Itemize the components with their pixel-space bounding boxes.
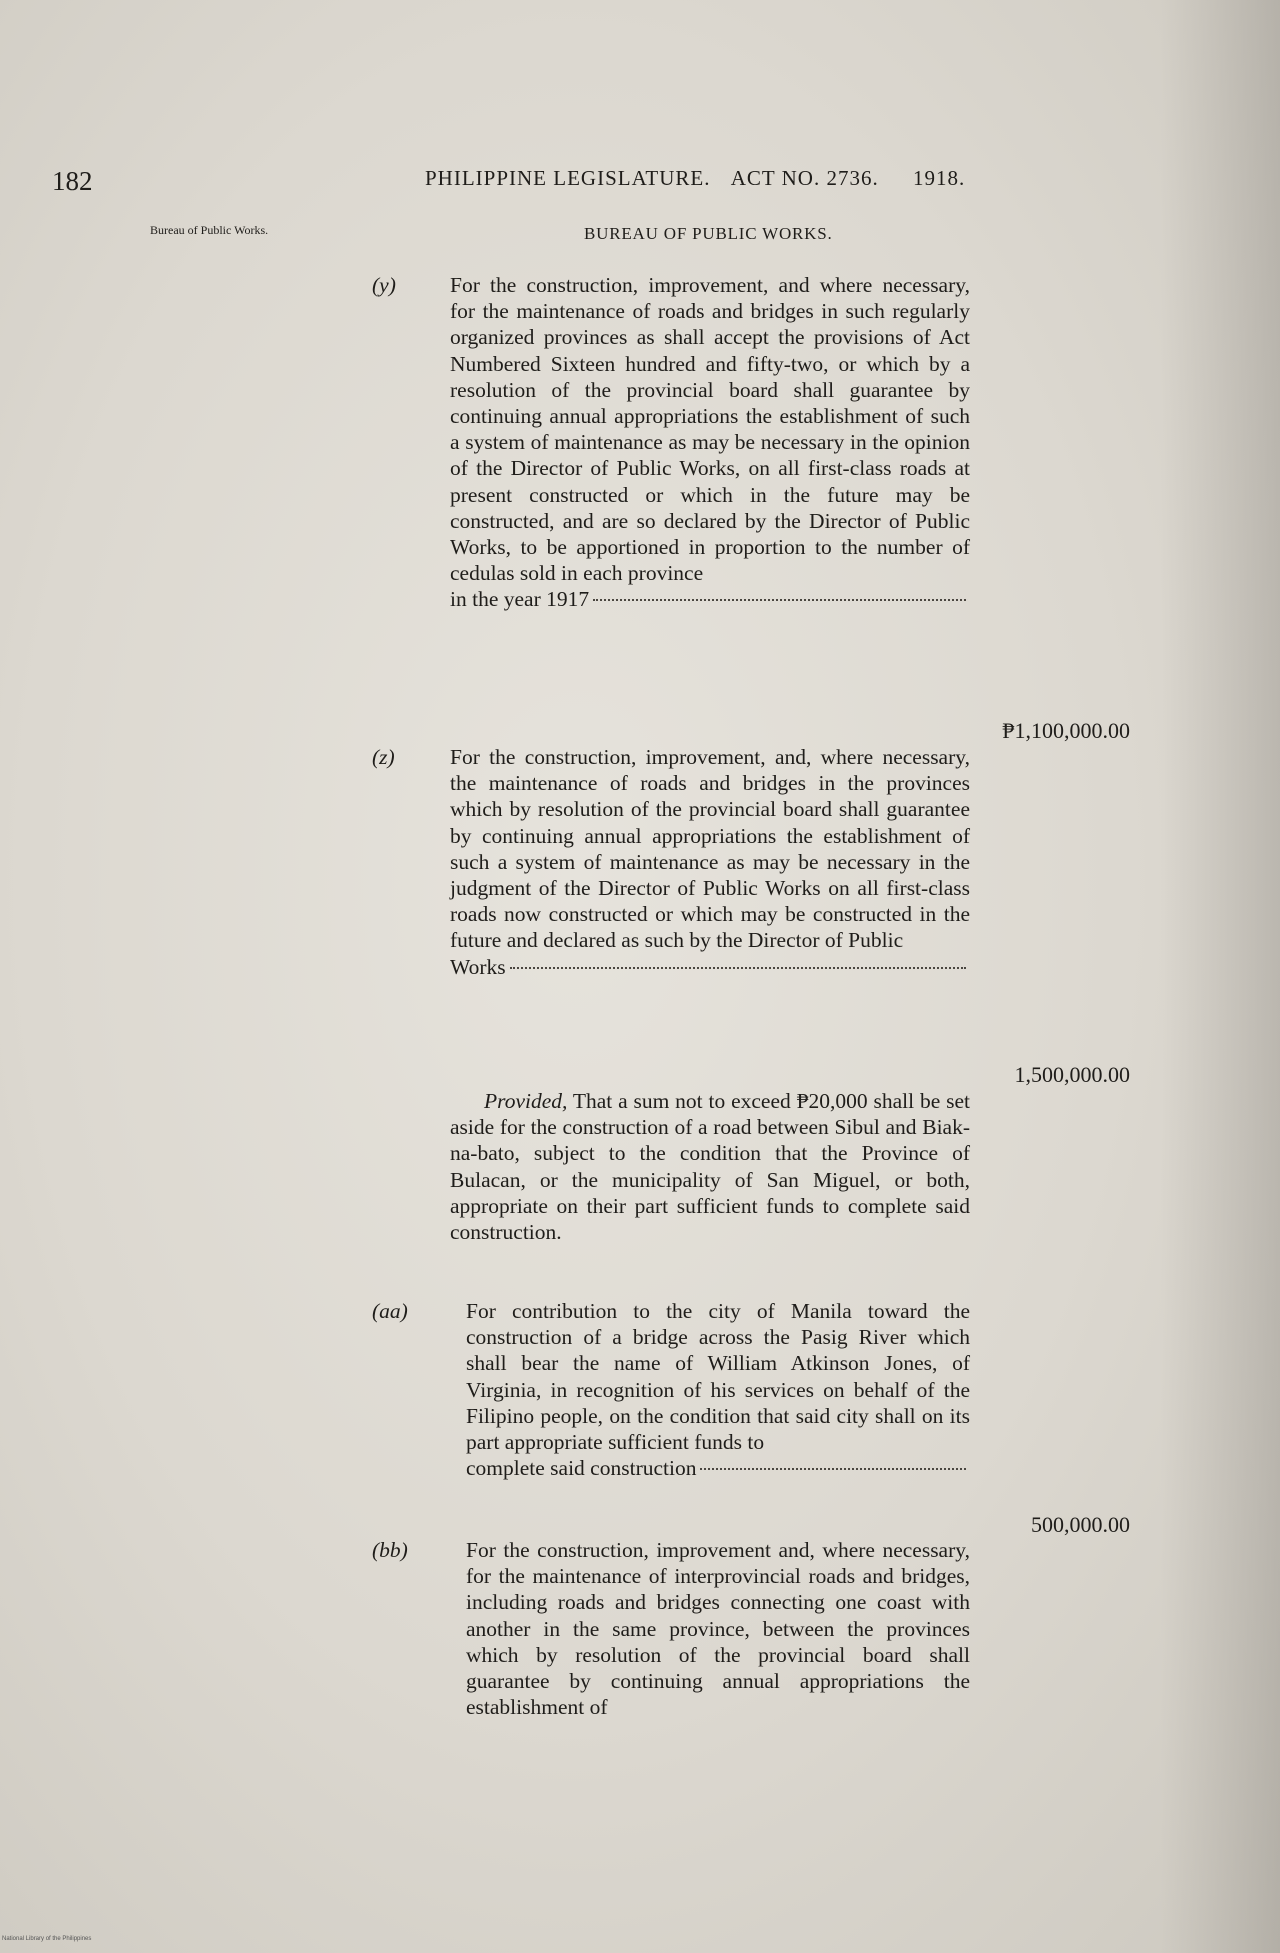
appropriation-item-z <box>372 744 970 980</box>
appropriation-item-y <box>372 272 970 613</box>
page-number: 182 <box>52 166 93 196</box>
leader-dots <box>593 599 966 601</box>
proviso-text: That a sum not to exceed ₱20,000 shall be set aside for the construction of a road between Sibul and Biak-na-bato, subject to the condition that the Province of Bulacan, or the municipality of San Miguel, or both, appropriate on their part sufficient funds to complete said construction. <box>450 1089 970 1245</box>
proviso-lead: Provided, <box>484 1089 568 1113</box>
item-last-line: complete said construction <box>466 1455 970 1481</box>
item-last-line: in the year 1917 <box>450 586 970 612</box>
act-year: 1918. <box>912 166 966 190</box>
item-text: For the construction, improvement, and where necessary, for the maintenance of roads and bridges in such regularly organized provinces as shall accept the provisions of Act Numbered Sixteen hundred and fifty-two, or which by a resolution of the provincial board shall guarantee by continuing annual appropriations the establishment of such a system of maintenance as may be necessary in the opinion of the Director of Public Works, on all first-class roads at present constructed or which in the future may be constructed, and are so declared by the Director of Public Works, to be apportioned in proportion to the number of cedulas sold in each province <box>450 273 970 586</box>
margin-note: Bureau of Public Works. <box>150 223 269 237</box>
page-edge-shadow <box>1160 0 1280 1953</box>
item-letter: (bb) <box>372 1538 408 1562</box>
item-amount-aa: 500,000.00 <box>1031 1512 1130 1537</box>
leader-dots <box>700 1468 966 1470</box>
leader-dots <box>510 967 966 969</box>
item-text: For the construction, improvement, and, where necessary, the maintenance of roads and bridges in the provinces which by resolution of the provincial board shall guarantee by continuing annual appropriations the establishment of such a system of maintenance as may be necessary in the judgment of the Director of Public Works on all first-class roads now constructed or which may be constructed in the future and declared as such by the Director of Public <box>450 745 970 953</box>
appropriation-item-aa <box>372 1298 970 1481</box>
item-letter: (aa) <box>372 1299 408 1323</box>
item-letter: (z) <box>372 745 395 769</box>
appropriation-item-bb <box>372 1537 970 1720</box>
footer-credit: National Library of the Philippines <box>2 1936 92 1942</box>
item-amount-z: 1,500,000.00 <box>1014 1062 1130 1087</box>
section-heading: BUREAU OF PUBLIC WORKS. <box>584 224 833 243</box>
running-head <box>425 166 965 191</box>
item-last-line: Works <box>450 954 970 980</box>
item-text: For the construction, improvement and, where necessary, for the maintenance of interprovincial roads and bridges, including roads and bridges connecting one coast with another in the same province, between the provinces which by resolution of the provincial board shall guarantee by continuing annual appropriations the establishment of <box>466 1538 970 1720</box>
proviso-paragraph <box>450 1088 970 1245</box>
item-letter: (y) <box>372 273 396 297</box>
item-text: For contribution to the city of Manila toward the construction of a bridge across the Pasig River which shall bear the name of William Atkinson Jones, of Virginia, in recognition of his services on behalf of the Filipino people, on the condition that said city shall on its part appropriate sufficient funds to <box>466 1299 970 1455</box>
act-number: ACT NO. 2736. <box>730 166 879 190</box>
running-title: PHILIPPINE LEGISLATURE. <box>425 166 711 190</box>
item-amount-y: ₱1,100,000.00 <box>1002 718 1130 743</box>
